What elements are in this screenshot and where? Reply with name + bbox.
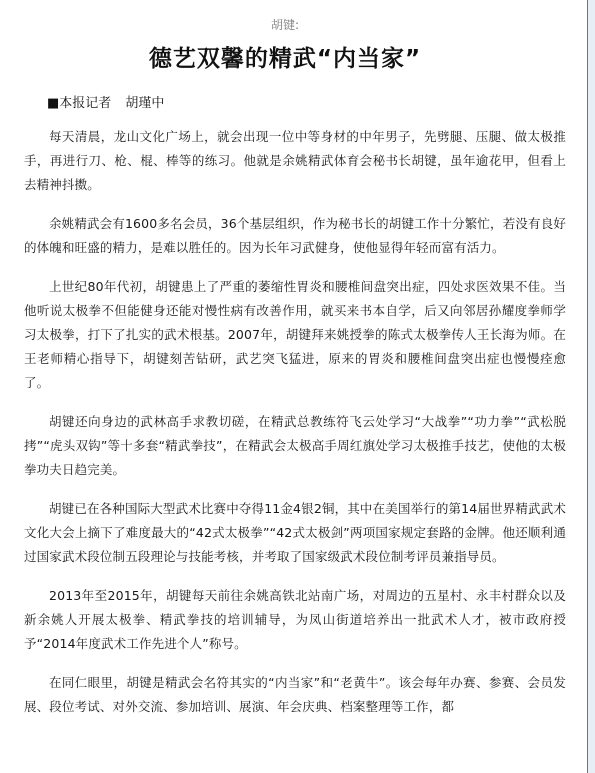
byline-reporter-name: 胡瑾中	[125, 96, 165, 111]
byline	[47, 92, 164, 111]
article-paragraph: 胡键已在各种国际大型武术比赛中夺得11金4银2铜，其中在美国举行的第14届世界精武武术文化大会上摘下了难度最大的“42式太极拳”“42式太极剑”两项国家规定套路的金牌。他还顺利通过国家武术段位制五段理论与技能考核，并考取了国家级武术段位制考评员兼指导员。	[24, 501, 566, 564]
window-right-border	[587, 0, 595, 773]
article-headline: 德艺双馨的精武“内当家”	[148, 46, 422, 72]
article-paragraph: 胡键还向身边的武林高手求教切磋，在精武总教练符飞云处学习“大战拳”“功力拳”“武松脱拷”“虎头双钩”等十多套“精武拳技”，在精武会太极高手周红旗处学习太极推手技艺，使他的太极拳功夫日趋完美。	[24, 414, 566, 477]
article-body	[24, 125, 566, 734]
article-paragraph: 在同仁眼里，胡键是精武会名符其实的“内当家”和“老黄牛”。该会每年办赛、参赛、会员发展、段位考试、对外交流、参加培训、展演、年会庆典、档案整理等工作，都	[24, 675, 566, 714]
article-paragraph: 每天清晨，龙山文化广场上，就会出现一位中等身材的中年男子，先劈腿、压腿、做太极推手，再进行刀、枪、棍、棒等的练习。他就是余姚精武体育会秘书长胡键，虽年逾花甲，但看上去精神抖擞。	[24, 129, 566, 192]
article-paragraph: 2013年至2015年，胡键每天前往余姚高铁北站南广场，对周边的五星村、永丰村群众以及新余姚人开展太极拳、精武拳技的培训辅导，为凤山街道培养出一批武术人才，被市政府授予“2014年度武术工作先进个人”称号。	[24, 588, 566, 651]
article-kicker: 胡键:	[270, 18, 300, 32]
byline-marker: ■	[47, 96, 60, 111]
byline-reporter-label: 本报记者	[59, 96, 112, 111]
article-paragraph: 余姚精武会有1600多名会员，36个基层组织，作为秘书长的胡键工作十分繁忙，若没有良好的体魄和旺盛的精力，是难以胜任的。因为长年习武健身，使他显得年轻而富有活力。	[24, 216, 566, 255]
article-paragraph: 上世纪80年代初，胡键患上了严重的萎缩性胃炎和腰椎间盘突出症，四处求医效果不佳。当他听说太极拳不但能健身还能对慢性病有改善作用，就买来书本自学，后又向邻居孙耀度拳师学习太极拳，打下了扎实的武术根基。2007年，胡键拜来姚授拳的陈式太极拳传人王长海为师。在王老师精心指导下，胡键刻苦钻研，武艺突飞猛进，原来的胃炎和腰椎间盘突出症也慢慢痊愈了。	[24, 279, 566, 390]
